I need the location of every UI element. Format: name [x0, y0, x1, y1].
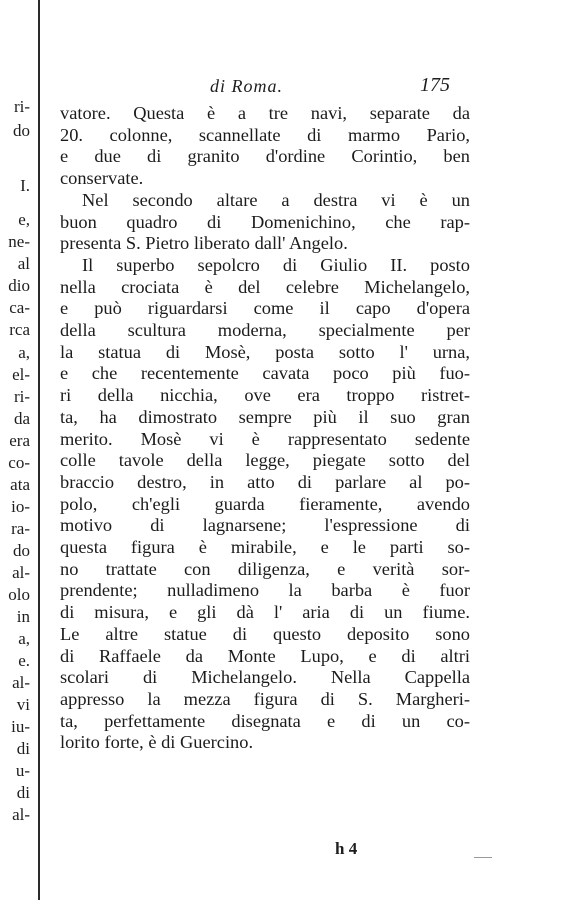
text-line: vatore. Questa è a tre navi, separate da [60, 103, 470, 123]
margin-fragment: a, [18, 629, 30, 648]
margin-fragment: da [13, 409, 30, 428]
text-line: presenta S. Pietro liberato dall' Angelo. [60, 233, 348, 254]
margin-fragment: olo [8, 585, 30, 604]
text-line: buon quadro di Domenichino, che rap- [60, 211, 470, 232]
margin-fragment: e. [18, 651, 30, 670]
margin-fragment: in [16, 607, 30, 626]
text-line: questa figura è mirabile, e le parti so- [60, 537, 470, 558]
body-text [60, 103, 470, 754]
margin-fragment: do [13, 121, 30, 140]
text-line: no trattate con diligenza, e verità sor- [60, 558, 470, 579]
margin-fragment: e, [18, 210, 30, 229]
margin-fragment: era [9, 431, 30, 450]
text-line: Le altre statue di questo deposito sono [60, 623, 470, 644]
text-line: ri della nicchia, ove era troppo ristret- [60, 385, 470, 406]
margin-fragment: ri- [13, 387, 30, 406]
text-line: della scultura moderna, specialmente per [60, 320, 470, 341]
margin-fragment: dio [8, 276, 30, 295]
text-line: di misura, e gli dà l' aria di un fiume. [60, 602, 470, 623]
text-line: nella crociata è del celebre Michelangelo, [60, 276, 470, 297]
margin-fragment: vi [16, 695, 30, 714]
margin-fragment: do [13, 541, 30, 560]
margin-fragment: di [16, 783, 30, 802]
margin-fragment: a, [18, 343, 30, 362]
text-line: 20. colonne, scannellate di marmo Pario, [60, 124, 470, 145]
text-line: prendente; nulladimeno la barba è fuor [60, 580, 470, 601]
margin-fragment: al- [12, 673, 30, 692]
gutter-binding-line [38, 0, 40, 900]
text-line: lorito forte, è di Guercino. [60, 732, 254, 753]
page-number: 175 [420, 74, 450, 96]
margin-fragment: u- [15, 761, 30, 780]
margin-fragment: I. [20, 176, 30, 195]
text-line: ta, ha dimostrato sempre più il suo gran [60, 406, 470, 427]
text-line: di Raffaele da Monte Lupo, e di altri [60, 645, 470, 666]
text-line: e può riguardarsi come il capo d'opera [60, 298, 470, 319]
text-line: e due di granito d'ordine Corintio, ben [60, 146, 470, 167]
margin-fragment: el- [12, 365, 30, 384]
text-line: la statua di Mosè, posta sotto l' urna, [60, 341, 470, 362]
running-head: di Roma. [210, 76, 283, 96]
margin-fragment: al- [12, 563, 30, 582]
margin-fragment: ca- [9, 298, 30, 317]
text-line: colle tavole della legge, piegate sotto del [60, 450, 470, 471]
text-line: braccio destro, in atto di parlare al po- [60, 471, 470, 492]
signature-mark: h 4 [335, 839, 358, 858]
text-line: Nel secondo altare a destra vi è un [82, 189, 470, 210]
margin-fragment: ra- [11, 519, 30, 538]
margin-fragment: al- [12, 805, 30, 824]
text-line: appresso la mezza figura di S. Margheri- [60, 688, 470, 709]
text-line: ta, perfettamente disegnata e di un co- [60, 710, 470, 731]
margin-fragment: ata [10, 475, 30, 494]
margin-fragment: ne- [8, 232, 30, 251]
margin-fragment: io- [11, 497, 30, 516]
margin-fragment: iu- [11, 717, 30, 736]
margin-fragment: al [17, 254, 30, 273]
margin-fragment: rca [9, 320, 30, 339]
margin-fragment: ri- [13, 97, 30, 116]
text-line: e che recentemente cavata poco più fuo- [60, 363, 470, 384]
print-speck [474, 857, 492, 858]
text-line: scolari di Michelangelo. Nella Cappella [60, 667, 470, 688]
text-line: merito. Mosè vi è rappresentato sedente [60, 428, 470, 449]
margin-fragment: co- [8, 453, 30, 472]
text-line: conservate. [60, 168, 144, 189]
text-line: Il superbo sepolcro di Giulio II. posto [82, 254, 470, 275]
text-line: polo, ch'egli guarda fieramente, avendo [60, 493, 470, 514]
margin-fragment: di [16, 739, 30, 758]
text-line: motivo di lagnarsene; l'espressione di [60, 515, 470, 536]
